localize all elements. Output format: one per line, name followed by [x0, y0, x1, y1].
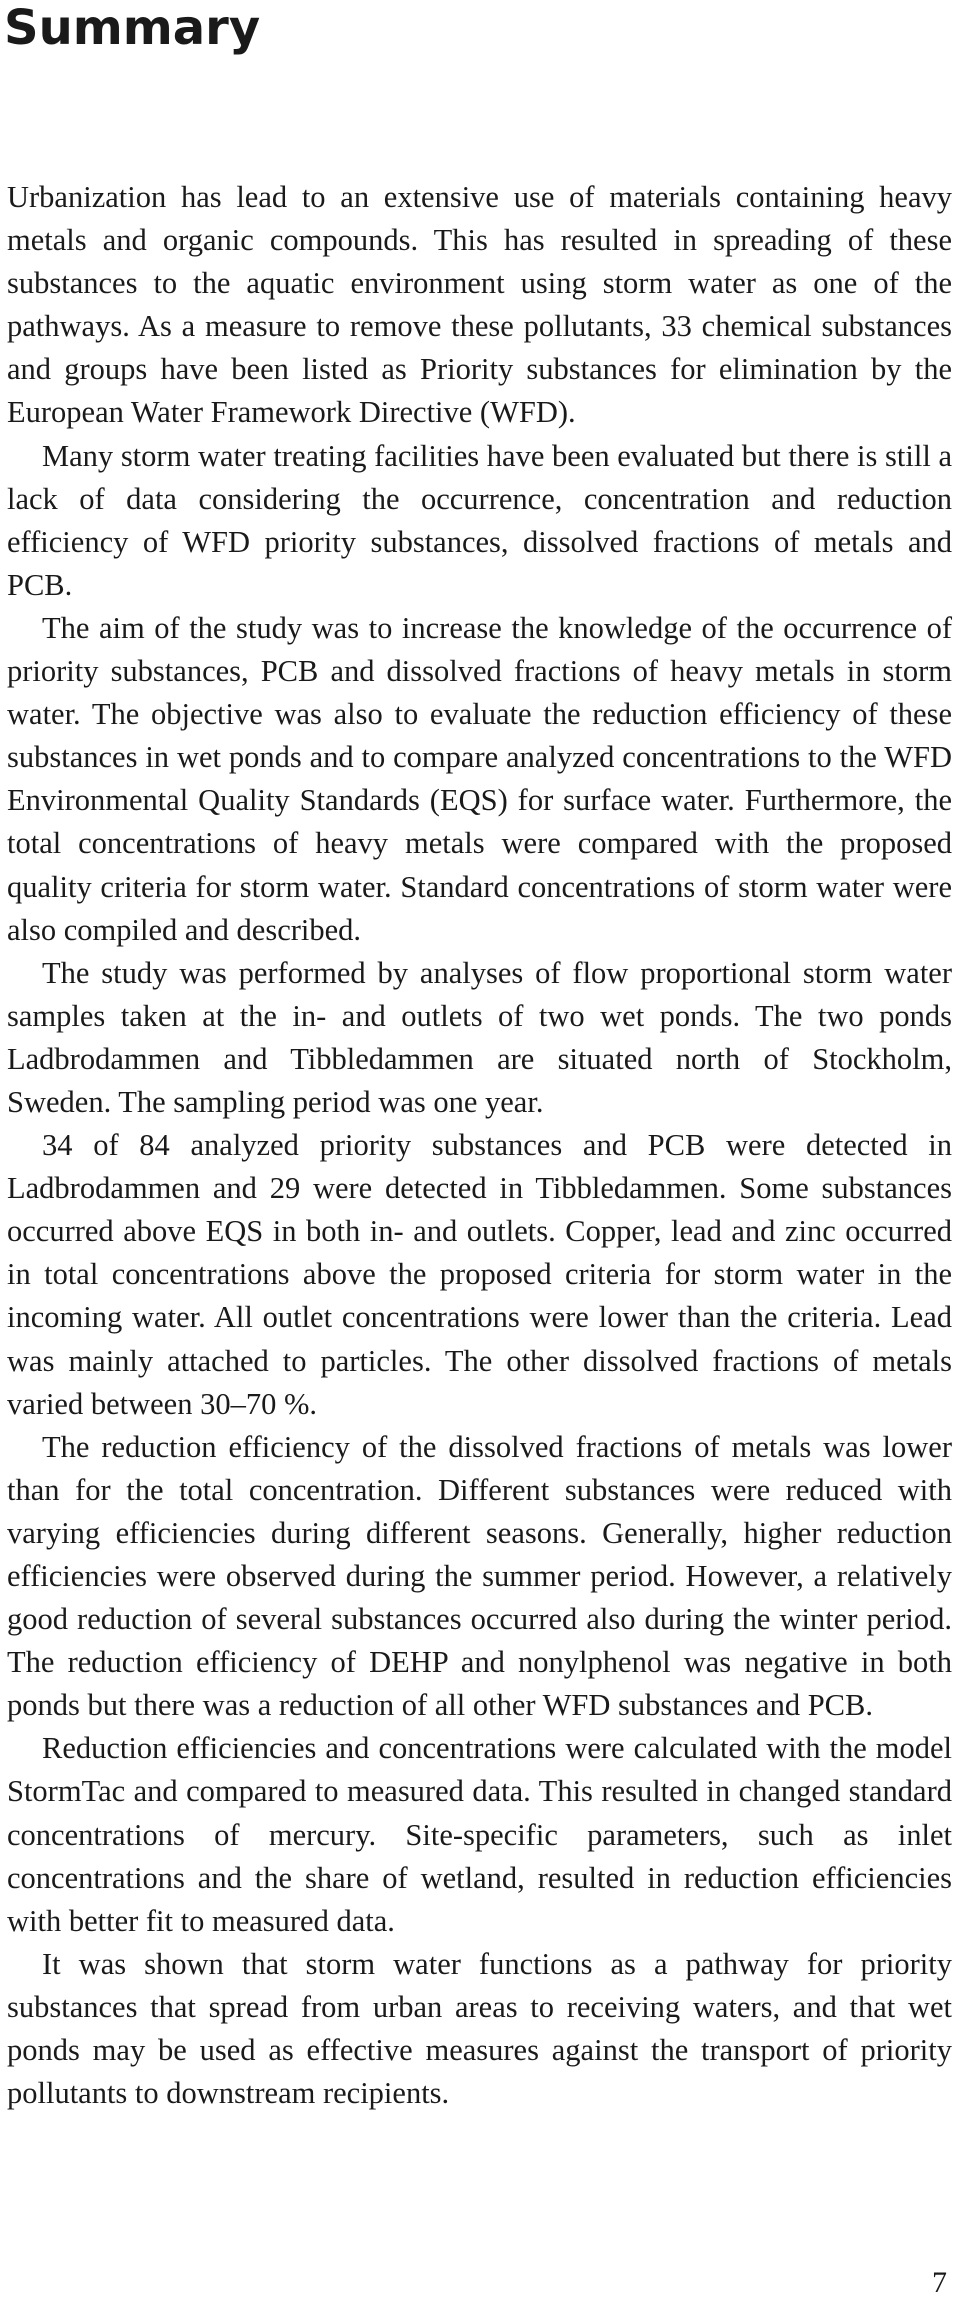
paragraph-4: The study was performed by analyses of flow proportional storm water samples taken at the in- and outlets of two wet ponds. The two ponds Ladbrodammen and Tibbledammen are situated north of Stockholm, Sweden. The sampling period was one year. [7, 955, 952, 1119]
page-number: 7 [932, 2266, 947, 2299]
paragraph-1: Urbanization has lead to an extensive use of materials containing heavy metals and organic compounds. This has resulted in spreading of these substances to the aquatic environment using storm water as one of the pathways. As a measure to remove these pollutants, 33 chemical substances and groups have been listed as Priority substances for elimination by the European Water Framework Directive (WFD). [7, 180, 952, 430]
paragraph-8: It was shown that storm water functions as a pathway for priority substances that spread from urban areas to receiving waters, and that wet ponds may be used as effective measures against the transport of priority pollutants to downstream recipients. [7, 1946, 952, 2111]
paragraph-2: Many storm water treating facilities have been evaluated but there is still a lack of data considering the occurrence, concentration and reduction efficiency of WFD priority substances, dissolved fractions of metals and PCB. [7, 438, 952, 602]
paragraph-7: Reduction efficiencies and concentrations were calculated with the model StormTac and compared to measured data. This resulted in changed standard concentrations of mercury. Site-specific parameters, such as inlet concentrations and the share of wetland, resulted in reduction efficiencies with better fit to measured data. [7, 1731, 952, 1938]
paragraph-3: The aim of the study was to increase the knowledge of the occurrence of priority substances, PCB and dissolved fractions of heavy metals in storm water. The objective was also to evaluate the reduction efficiency of these substances in wet ponds and to compare analyzed concentrations to the WFD Environmental Quality Standards (EQS) for surface water. Furthermore, the total concentrations of heavy metals were compared with the proposed quality criteria for storm water. Standard concentrations of storm water were also compiled and described. [7, 610, 952, 947]
page-title: Summary [4, 0, 261, 56]
paragraph-6: The reduction efficiency of the dissolved fractions of metals was lower than for the total concentration. Different substances were reduced with varying efficiencies during different seasons. Generally, higher reduction efficiencies were observed during the summer period. However, a relatively good reduction of several substances occurred also during the winter period. The reduction efficiency of DEHP and nonylphenol was negative in both ponds but there was a reduction of all other WFD substances and PCB. [7, 1429, 952, 1723]
summary-body [7, 176, 952, 2115]
paragraph-5: 34 of 84 analyzed priority substances and PCB were detected in Ladbrodammen and 29 were detected in Tibbledammen. Some substances occurred above EQS in both in- and outlets. Copper, lead and zinc occurred in total concentrations above the proposed criteria for storm water in the incoming water. All outlet concentrations were lower than the criteria. Lead was mainly attached to particles. The other dissolved fractions of metals varied between 30–70 %. [7, 1128, 952, 1421]
